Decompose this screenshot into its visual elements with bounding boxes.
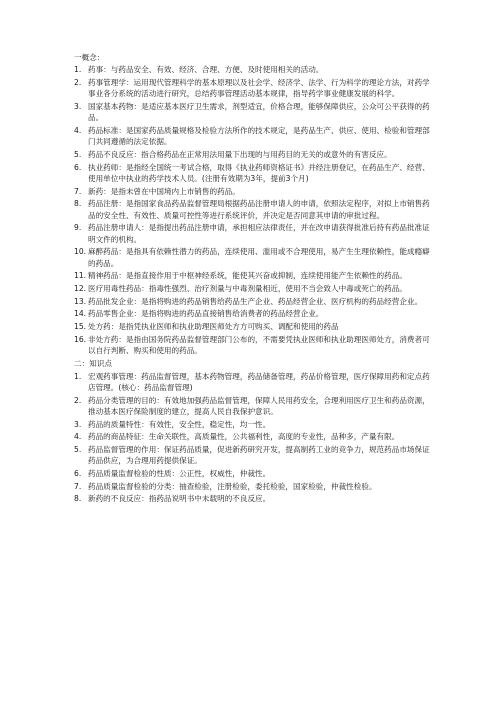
item-number: 11. — [74, 271, 87, 281]
item-number: 6. — [74, 469, 82, 479]
list-item — [74, 101, 432, 124]
item-number: 10. — [74, 247, 87, 257]
list-item — [74, 419, 432, 430]
item-text: 执业药师：是指经全国统一考试合格，取得《执业药师资格证书》并经注册登记，在药品生产、经营、使用单位中执业的药学技术人员。(注册有效期为3年，提前3个月) — [88, 162, 430, 184]
list-item — [74, 481, 432, 492]
item-text: 国家基本药物：是适应基本医疗卫生需求，剂型适宜，价格合理，能够保障供应，公众可公平获得的药品。 — [88, 102, 430, 123]
item-text: 精神药品：是指直接作用于中枢神经系统，能使其兴奋或抑制，连续使用能产生依赖性的药品。 — [88, 271, 407, 281]
item-number: 15. — [74, 322, 87, 332]
list-item — [74, 468, 432, 479]
item-number: 8. — [74, 494, 82, 504]
list-item — [74, 283, 432, 294]
list-item — [74, 246, 432, 269]
item-text: 药品批发企业：是指将购进的药品销售给药品生产企业、药品经营企业、医疗机构的药品经营企业。 — [88, 296, 423, 306]
item-text: 宏观药事管理：药品监督管理，基本药物管理，药品储备管理，药品价格管理，医疗保障用药和定点药店管理。(核心：药品监督管理) — [88, 371, 430, 393]
section-heading: 二：知识点 — [74, 359, 112, 369]
item-text: 药品质量监督检验的性质：公正性，权威性，仲裁性。 — [88, 469, 271, 479]
item-text: 药品分类管理的目的：有效地加强药品监督管理，保障人民用药安全，合理利用医疗卫生和药品资源，推动基本医疗保险制度的建立，提高人民自我保护意识。 — [88, 395, 430, 417]
document-page — [74, 52, 432, 507]
item-number: 14. — [74, 309, 87, 319]
item-number: 1. — [74, 371, 82, 381]
item-text: 药品监督管理的作用：保证药品质量，促进新药研究开发，提高制药工业的竞争力，规范药品市场保证药品供应，为合理用药提供保证。 — [88, 445, 430, 466]
item-number: 4. — [74, 432, 82, 442]
item-text: 药品的商品特征：生命关联性，高质量性，公共福利性，高度的专业性，品种多，产量有限。 — [88, 432, 400, 442]
item-text: 非处方药：是指由国务院药品监督管理部门公布的，不需要凭执业医师和执业助理医师处方，消费者可以自行判断、购买和使用的药品。 — [88, 334, 430, 356]
item-text: 药品零售企业：是指将购进的药品直接销售给消费者的药品经营企业。 — [88, 309, 324, 319]
item-text: 新药：是指未曾在中国境内上市销售的药品。 — [88, 186, 240, 196]
list-item — [74, 162, 432, 185]
list-item — [74, 222, 432, 245]
item-number: 16. — [74, 334, 87, 344]
item-text: 药品标准：是国家药品质量规格及检验方法所作的技术规定，是药品生产、供应、使用、检验和管理部门共同遵循的法定依据。 — [88, 126, 430, 147]
item-number: 4. — [74, 126, 82, 136]
item-number: 2. — [74, 78, 82, 88]
item-number: 7. — [74, 481, 82, 491]
list-item — [74, 371, 432, 394]
item-number: 13. — [74, 296, 87, 306]
list-item — [74, 321, 432, 332]
list-item — [74, 198, 432, 221]
list-item — [74, 77, 432, 100]
item-text: 药品的质量特性：有效性，安全性，稳定性，均一性。 — [88, 419, 271, 429]
list-item — [74, 149, 432, 160]
item-text: 药品质量监督检验的分类：抽查检验，注册检验，委托检验，国家检验，仲裁性检验。 — [88, 481, 377, 491]
item-text: 药事管理学：运用现代管理科学的基本原理以及社会学、经济学、法学、行为科学的理论方法，对药学事业各分系统的活动进行研究，总结药事管理活动基本规律，指导药学事业健康发展的科学。 — [88, 78, 430, 99]
list-item — [74, 493, 432, 504]
item-text: 药品注册申请人：是指提出药品注册申请，承担相应法律责任，并在改申请获得批准后持有药品批准证明文件的机构。 — [88, 223, 430, 244]
item-text: 药品不良反应：指合格药品在正常用法用量下出现的与用药目的无关的或意外的有害反应。 — [88, 150, 392, 160]
item-number: 5. — [74, 150, 82, 160]
list-item — [74, 395, 432, 418]
item-number: 8. — [74, 199, 82, 209]
item-number: 5. — [74, 445, 82, 455]
item-number: 6. — [74, 162, 82, 172]
item-number: 1. — [74, 65, 82, 75]
item-text: 麻醉药品：是指具有依赖性潜力的药品，连续使用、滥用或不合理使用，易产生生理依赖性，能成瘾癖的药品。 — [88, 247, 430, 268]
list-item — [74, 334, 432, 357]
numbered-list — [74, 371, 432, 505]
item-number: 3. — [74, 102, 82, 112]
item-number: 12. — [74, 284, 87, 294]
item-number: 3. — [74, 419, 82, 429]
numbered-list — [74, 64, 432, 356]
list-item — [74, 296, 432, 307]
list-item — [74, 308, 432, 319]
item-text: 药品注册：是指国家食品药品监督管理局根据药品注册申请人的申请，依照法定程序，对拟上市销售药品的安全性、有效性、质量可控性等进行系统评价，并决定是否同意其申请的审批过程。 — [88, 199, 430, 220]
list-item — [74, 431, 432, 442]
section-heading: 一概念： — [74, 53, 105, 62]
item-number: 9. — [74, 223, 82, 233]
item-text: 新药的不良反应：指药品说明书中未载明的不良反应。 — [88, 494, 271, 504]
item-text: 处方药：是指凭执业医师和执业助理医师处方方可购买、调配和使用的药品 — [88, 322, 339, 332]
list-item — [74, 186, 432, 197]
list-item — [74, 444, 432, 467]
list-item — [74, 270, 432, 281]
item-text: 医疗用毒性药品：指毒性强烈、治疗剂量与中毒剂量相近，使用不当会致人中毒或死亡的药品。 — [88, 284, 407, 294]
item-number: 2. — [74, 395, 82, 405]
item-text: 药事：与药品安全、有效、经济、合理、方便、及时使用相关的活动。 — [88, 65, 324, 75]
item-number: 7. — [74, 186, 82, 196]
list-item — [74, 125, 432, 148]
list-item — [74, 64, 432, 75]
